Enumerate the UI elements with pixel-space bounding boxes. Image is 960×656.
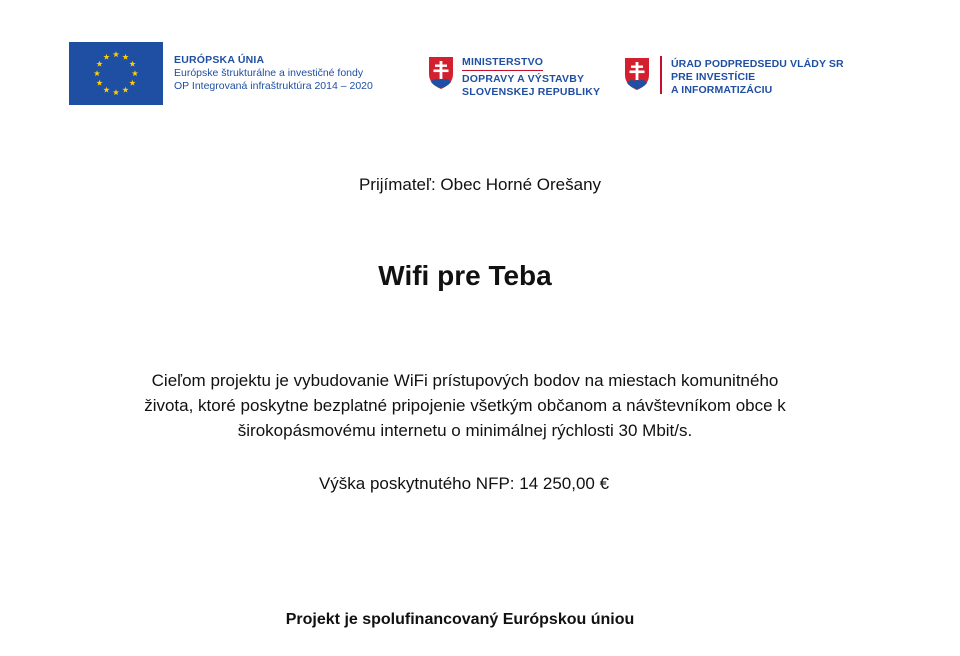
ministry-line-2: SLOVENSKEJ REPUBLIKY [462, 86, 601, 98]
eu-star-icon [129, 61, 135, 67]
office-logo-text [671, 58, 844, 97]
office-line-3: A INFORMATIZÁCIU [671, 84, 773, 96]
ministry-line-1: DOPRAVY A VÝSTAVBY [462, 73, 585, 85]
slovak-coat-of-arms-icon [624, 57, 650, 91]
office-line-1: ÚRAD PODPREDSEDU VLÁDY SR [671, 58, 844, 70]
recipient-line: Prijímateľ: Obec Horné Orešany [358, 175, 602, 194]
ministry-logo-text [462, 56, 600, 99]
eu-star-icon [113, 89, 119, 95]
eu-star-icon [103, 54, 109, 60]
eu-star-icon [113, 51, 119, 57]
eu-star-icon [94, 70, 100, 76]
grant-amount: Výška poskytnutého NFP: 14 250,00 € [318, 474, 610, 493]
eu-star-icon [96, 61, 102, 67]
eu-star-icon [129, 80, 135, 86]
eu-star-icon [122, 54, 128, 60]
description-line-2: života, ktoré poskytne bezplatné pripojenie všetkým občanom a návštevníkom obce k [144, 396, 786, 415]
eu-funds-line: Európske štrukturálne a investičné fondy [174, 67, 364, 79]
eu-title: EURÓPSKA ÚNIA [174, 54, 265, 66]
eu-star-icon [132, 70, 138, 76]
eu-star-icon [96, 80, 102, 86]
slovak-coat-of-arms-icon [428, 56, 454, 90]
office-line-2: PRE INVESTÍCIE [671, 71, 756, 83]
description-line-3: širokopásmovému internetu o minimálnej rýchlosti 30 Mbit/s. [237, 421, 693, 440]
eu-logo-text [174, 53, 373, 93]
ministry-title: MINISTERSTVO [462, 56, 543, 71]
eu-star-icon [103, 87, 109, 93]
project-description [60, 368, 870, 443]
eu-flag-icon [69, 42, 163, 105]
office-divider [660, 56, 662, 94]
description-line-1: Cieľom projektu je vybudovanie WiFi prístupových bodov na miestach komunitného [151, 371, 779, 390]
logo-header [0, 0, 960, 120]
cofinancing-note: Projekt je spolufinancovaný Európskou úniou [285, 611, 635, 628]
eu-programme-line: OP Integrovaná infraštruktúra 2014 – 2020 [174, 80, 373, 92]
eu-stars [69, 42, 163, 105]
project-title: Wifi pre Teba [378, 260, 552, 291]
eu-star-icon [122, 87, 128, 93]
